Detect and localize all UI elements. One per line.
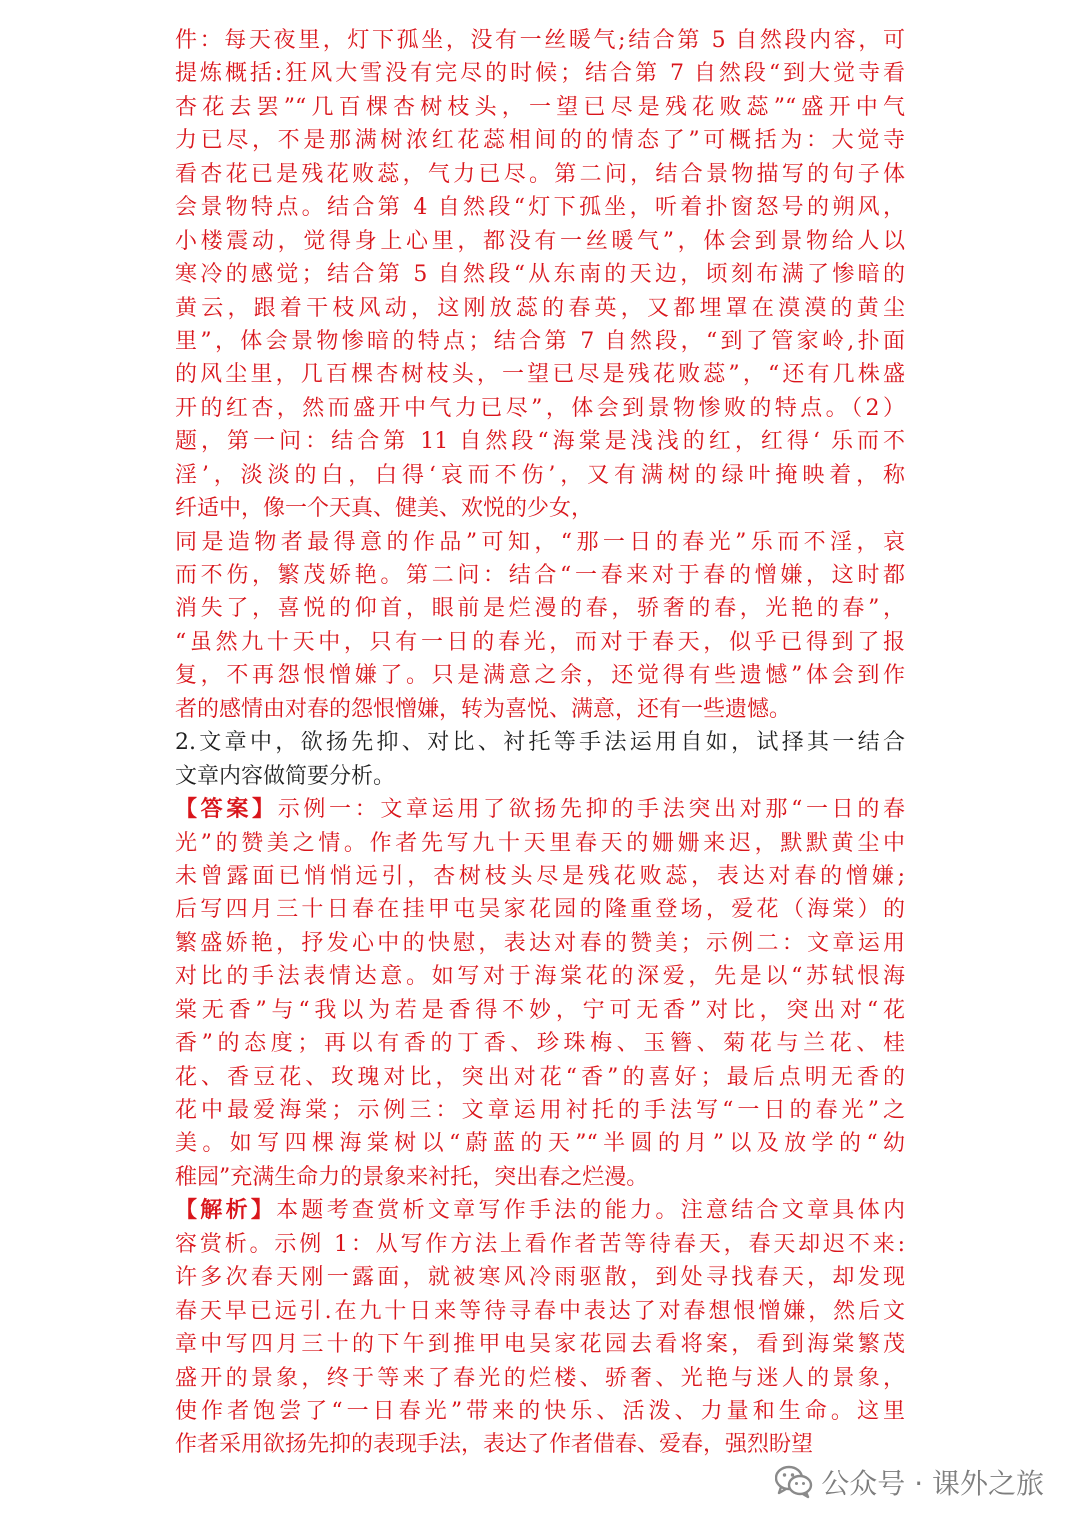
p1-text: 小楼震动，觉得身上心里，都没有一丝暖气”，体会到景物给人以 [175, 228, 905, 254]
p1-text: 力已尽，不是那满树浓红花蕊相间的的情态了”可概括为：大觉寺 [175, 128, 905, 154]
analysis-text: 本题考查赏析文章写作手法的能力。注意结合文章具体内 [276, 1198, 905, 1224]
text-line [175, 1228, 905, 1261]
analysis-label: 【解析】 [175, 1197, 277, 1224]
text-line [175, 57, 905, 90]
text-line [175, 459, 905, 492]
answer-text: 后写四月三十日春在挂甲屯吴家花园的隆重登场，爱花（海棠）的 [175, 897, 905, 923]
text-line [175, 559, 905, 592]
text-line [175, 158, 905, 191]
answer-text: 示例一：文章运用了欲扬先抑的手法突出对那“一日的春 [277, 797, 905, 823]
text-line [175, 1161, 905, 1194]
text-line [175, 392, 905, 425]
text-line [175, 994, 905, 1027]
text-line [175, 1328, 905, 1361]
p2-text: “虽然九十天中，只有一日的春光，而对于春天，似乎已得到了报 [175, 629, 905, 655]
text-line [175, 1261, 905, 1294]
text-line [175, 726, 905, 759]
watermark [775, 1462, 1044, 1502]
q2-text: 文章内容做简要分析。 [175, 763, 396, 789]
text-line [175, 1127, 905, 1160]
answer-text: 未曾露面已悄悄远引，杏树枝头尽是残花败蕊，表达对春的憎嫌; [175, 863, 905, 889]
text-line [175, 425, 905, 458]
p2-text: 消失了，喜悦的仰首，眼前是烂漫的春，骄奢的春，光艳的春”， [175, 596, 905, 622]
text-line [175, 760, 905, 793]
text-line [175, 24, 905, 57]
analysis-text: 章中写四月三十的下午到推甲电吴家花园去看将案，看到海棠繁茂 [175, 1332, 905, 1358]
text-line [175, 693, 905, 726]
text-line [175, 191, 905, 224]
p1-text: 淫’，淡淡的白，白得‘哀而不伤’，又有满树的绿叶掩映着，称 [175, 462, 905, 488]
analysis-text: 春天早已远引.在九十日来等待寻春中表达了对春想恨憎嫌，然后文 [175, 1298, 905, 1324]
text-line [175, 1428, 905, 1461]
text-line [175, 860, 905, 893]
p2-text: 同是造物者最得意的作品”可知，“那一日的春光”乐而不淫，哀 [175, 529, 905, 555]
text-line [175, 492, 905, 525]
analysis-text: 容赏析。示例 1：从写作方法上看作者苦等待春天，春天却迟不来: [175, 1231, 905, 1257]
p1-text: 会景物特点。结合第 4 自然段“灯下孤坐，听着扑窗怒号的朔风， [175, 195, 905, 221]
answer-text: 繁盛娇艳，抒发心中的快慰，表达对春的赞美；示例二：文章运用 [175, 930, 905, 956]
answer-text: 棠无香”与“我以为若是香得不妙，宁可无香”对比，突出对“花 [175, 997, 905, 1023]
text-line [175, 526, 905, 559]
analysis-text: 使作者饱尝了“一日春光”带来的快乐、活泼、力量和生命。这里 [175, 1398, 905, 1424]
text-line [175, 325, 905, 358]
answer-text: 对比的手法表情达意。如写对于海棠花的深爱，先是以“苏轼恨海 [175, 964, 905, 990]
text-line [175, 1362, 905, 1395]
text-line [175, 225, 905, 258]
text-line [175, 1061, 905, 1094]
analysis-text: 盛开的景象，终于等来了春光的烂楼、骄奢、光艳与迷人的景象， [175, 1365, 905, 1391]
p1-text: 提炼概括:狂风大雪没有完尽的时候；结合第 7 自然段“到大觉寺看 [175, 61, 905, 87]
answer-text: 光”的赞美之情。作者先写九十天里春天的姗姗来迟，默默黄尘中 [175, 830, 905, 856]
text-line [175, 827, 905, 860]
answer-label: 【答案】 [175, 796, 278, 823]
text-line [175, 124, 905, 157]
analysis-text: 作者采用欲扬先抑的表现手法，表达了作者借春、爱春，强烈盼望 [175, 1432, 814, 1458]
p2-text: 复，不再怨恨憎嫌了。只是满意之余，还觉得有些遗憾”体会到作 [175, 663, 905, 689]
text-line [175, 893, 905, 926]
text-line [175, 592, 905, 625]
text-line [175, 659, 905, 692]
text-line [175, 927, 905, 960]
answer-text: 香”的态度；再以有香的丁香、珍珠梅、玉簪、菊花与兰花、桂 [175, 1031, 905, 1057]
p1-text: 件：每天夜里，灯下孤坐，没有一丝暖气;结合第 5 自然段内容，可 [175, 28, 905, 53]
analysis-text: 许多次春天刚一露面，就被寒风冷雨驱散，到处寻找春天，却发现 [175, 1265, 905, 1291]
watermark-label: 公众号 · 课外之旅 [821, 1467, 1044, 1500]
text-line [175, 960, 905, 993]
document-page [175, 24, 905, 1462]
text-line [175, 358, 905, 391]
text-line [175, 626, 905, 659]
p1-text: 的风尘里，几百棵杏树枝头，一望已尽是残花败蕊”，“还有几株盛 [175, 362, 905, 388]
p1-text: 里”，体会景物惨暗的特点；结合第 7 自然段，“到了管家岭,扑面 [175, 328, 905, 354]
p1-text: 开的红杏，然而盛开中气力已尽”，体会到景物惨败的特点。（2） [175, 395, 905, 421]
text-line [175, 91, 905, 124]
answer-text: 美。如写四棵海棠树以“蔚蓝的天”“半圆的月”以及放学的“幼 [175, 1131, 905, 1157]
answer-text: 花中最爱海棠；示例三：文章运用衬托的手法写“一日的春光”之 [175, 1098, 905, 1123]
text-line [175, 1027, 905, 1060]
answer-text: 稚园”充满生命力的景象来衬托，突出春之烂漫。 [175, 1164, 649, 1190]
p1-text: 看杏花已是残花败蕊，气力已尽。第二问，结合景物描写的句子体 [175, 161, 905, 187]
p1-text: 寒冷的感觉；结合第 5 自然段“从东南的天边，顷刻布满了惨暗的 [175, 262, 905, 288]
q2-text: 2.文章中，欲扬先抑、对比、衬托等手法运用自如，试择其一结合 [175, 730, 905, 756]
answer-text: 花、香豆花、玫瑰对比，突出对花“香”的喜好；最后点明无香的 [175, 1064, 905, 1090]
p2-text: 者的感情由对春的怨恨憎嫌，转为喜悦、满意，还有一些遗憾。 [175, 696, 792, 722]
p1-text: 纤适中，像一个天真、健美、欢悦的少女， [175, 496, 594, 522]
text-line [175, 1395, 905, 1428]
text-line [175, 1295, 905, 1328]
wechat-icon [775, 1465, 813, 1499]
p1-text: 黄云，跟着干枝风动，这刚放蕊的春英，又都埋罩在漠漠的黄尘 [175, 295, 905, 321]
text-line [175, 258, 905, 291]
text-line [175, 1194, 905, 1227]
text-line [175, 1094, 905, 1127]
text-line [175, 793, 905, 826]
text-line [175, 292, 905, 325]
p1-text: 杏花去罢”“几百棵杏树枝头，一望已尽是残花败蕊”“盛开中气 [175, 94, 905, 120]
p2-text: 而不伤，繁茂娇艳。第二问：结合“一春来对于春的憎嫌，这时都 [175, 563, 905, 588]
p1-text: 题，第一问：结合第 11 自然段“海棠是浅浅的红，红得‘ 乐而不 [175, 429, 905, 455]
